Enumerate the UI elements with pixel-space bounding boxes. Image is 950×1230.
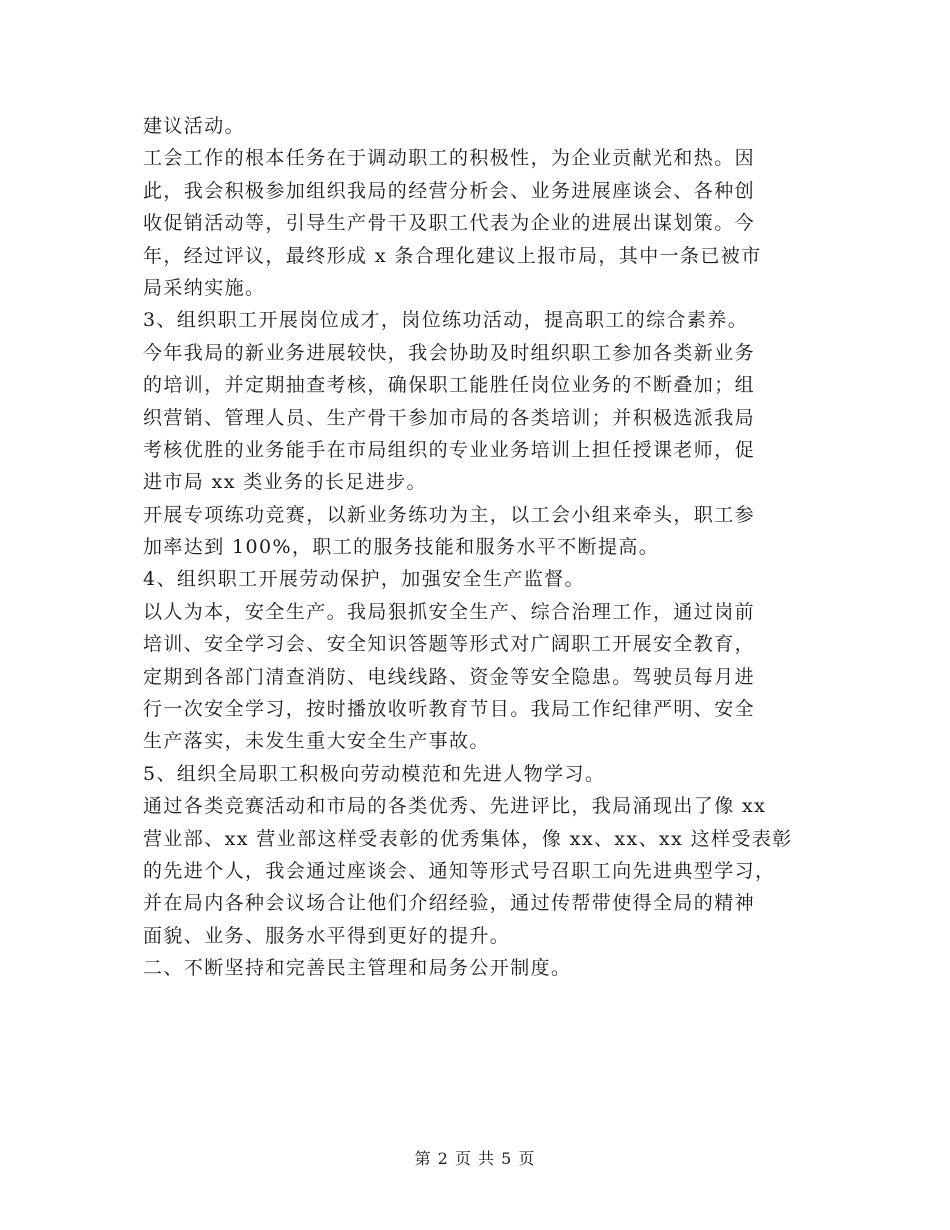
- text-line: 营业部、xx 营业部这样受表彰的优秀集体，像 xx、xx、xx 这样受表彰: [143, 827, 793, 850]
- section-heading-5: 5、组织全局职工积极向劳动模范和先进人物学习。: [143, 762, 606, 785]
- text-line: 的先进个人，我会通过座谈会、通知等形式号召职工向先进典型学习，: [143, 859, 776, 882]
- text-line: 建议活动。: [143, 115, 246, 137]
- page-number-footer: 第 2 页 共 5 页: [414, 1149, 536, 1168]
- text-line: 定期到各部门清查消防、电线线路、资金等安全隐患。驾驶员每月进: [143, 665, 756, 688]
- text-line: 以人为本，安全生产。我局狠抓安全生产、综合治理工作，通过岗前: [143, 600, 756, 623]
- text-line: 通过各类竞赛活动和市局的各类优秀、先进评比，我局涌现出了像 xx: [143, 795, 767, 818]
- section-heading-2: 二、不断坚持和完善民主管理和局务公开制度。: [143, 957, 572, 980]
- text-line: 年，经过评议，最终形成 x 条合理化建议上报市局，其中一条已被市: [143, 244, 762, 267]
- text-line: 面貌、业务、服务水平得到更好的提升。: [143, 924, 511, 947]
- text-line: 此，我会积极参加组织我局的经营分析会、业务进展座谈会、各种创: [143, 179, 756, 202]
- text-line: 工会工作的根本任务在于调动职工的积极性，为企业贡献光和热。因: [143, 147, 756, 170]
- text-line: 今年我局的新业务进展较快，我会协助及时组织职工参加各类新业务: [143, 341, 756, 364]
- text-line: 进市局 xx 类业务的长足进步。: [143, 471, 427, 494]
- text-line: 生产落实，未发生重大安全生产事故。: [143, 730, 490, 753]
- text-line: 加率达到 100%，职工的服务技能和服务水平不断提高。: [143, 536, 660, 559]
- text-line: 考核优胜的业务能手在市局组织的专业业务培训上担任授课老师，促: [143, 438, 756, 461]
- text-line: 行一次安全学习，按时播放收听教育节目。我局工作纪律严明、安全: [143, 698, 756, 721]
- text-line: 开展专项练功竞赛，以新业务练功为主，以工会小组来牵头，职工参: [143, 503, 756, 526]
- text-line: 并在局内各种会议场合让他们介绍经验，通过传帮带使得全局的精神: [143, 892, 756, 915]
- text-line: 局采纳实施。: [143, 276, 266, 299]
- document-body: [143, 110, 808, 985]
- text-line: 培训、安全学习会、安全知识答题等形式对广阔职工开展安全教育，: [143, 633, 756, 656]
- text-line: 织营销、管理人员、生产骨干参加市局的各类培训；并积极选派我局: [143, 406, 756, 429]
- text-line: 的培训，并定期抽查考核，确保职工能胜任岗位业务的不断叠加；组: [143, 374, 756, 397]
- section-heading-4: 4、组织职工开展劳动保护，加强安全生产监督。: [143, 568, 585, 591]
- section-heading-3: 3、组织职工开展岗位成才，岗位练功活动，提高职工的综合素养。: [143, 309, 749, 332]
- text-line: 收促销活动等，引导生产骨干及职工代表为企业的进展出谋划策。今: [143, 212, 756, 235]
